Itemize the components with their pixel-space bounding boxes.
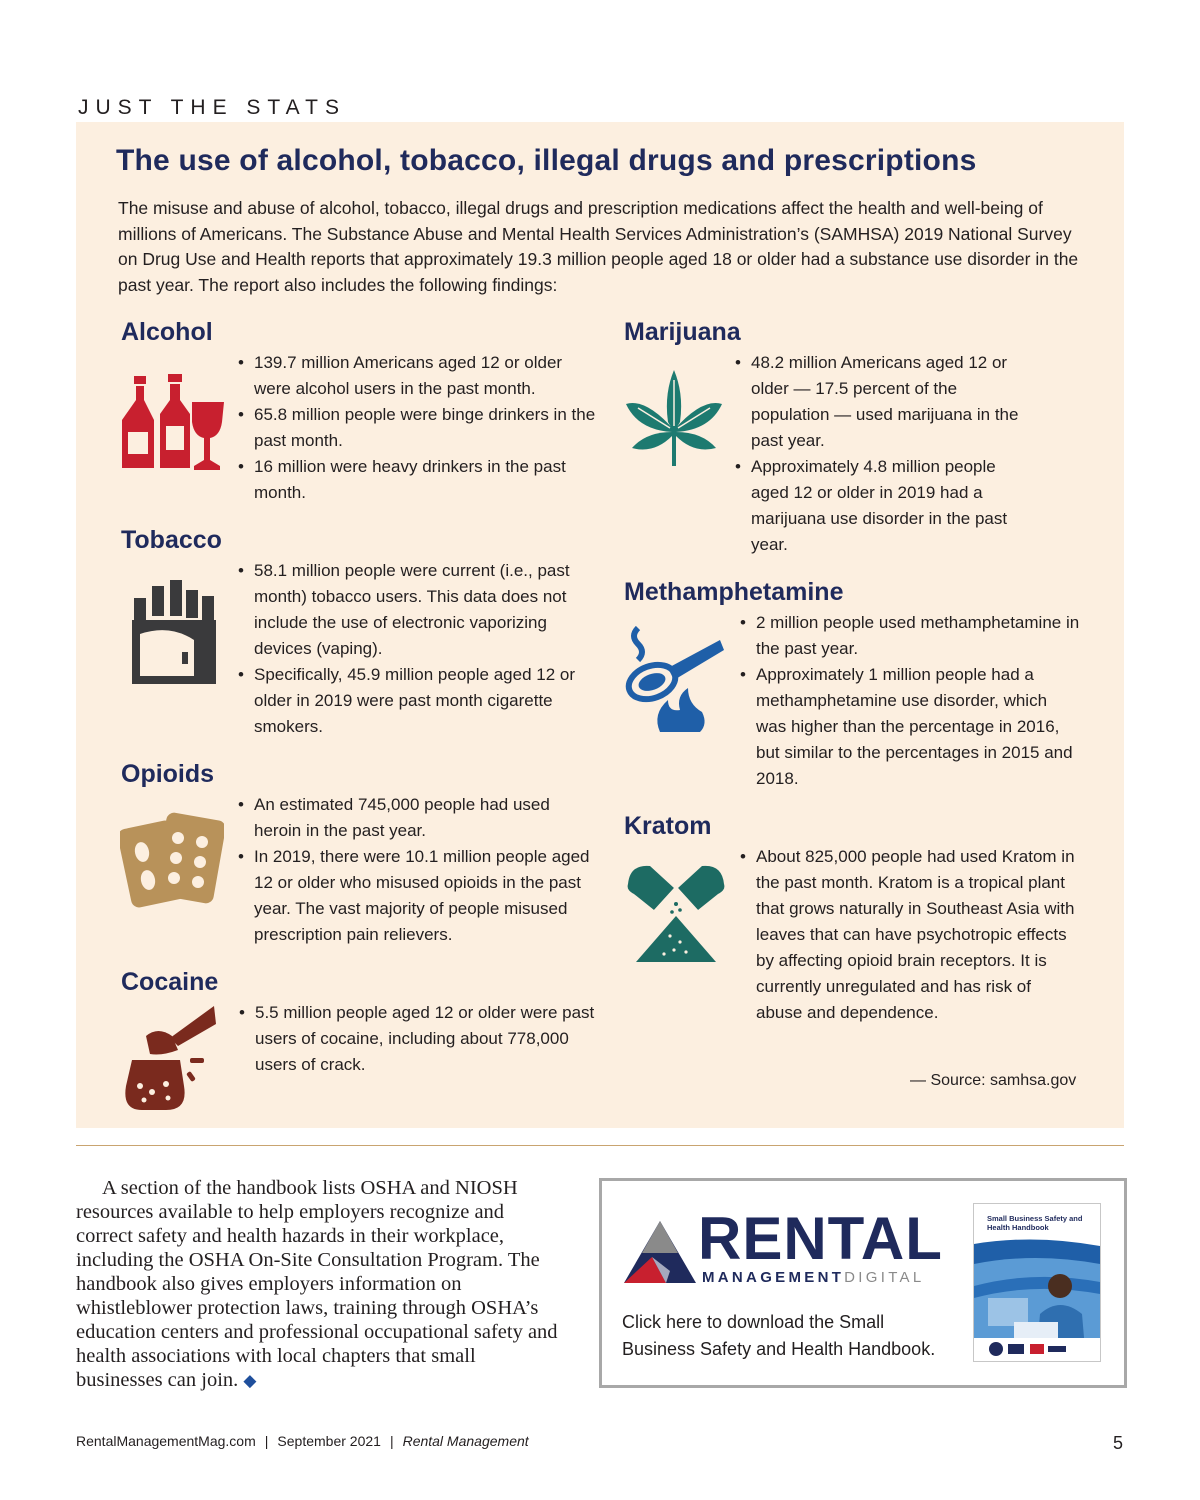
list-item: • 16 million were heavy drinkers in the past month. [238, 454, 598, 506]
cigarette-pack-icon [130, 580, 218, 684]
alcohol-title: Alcohol [121, 318, 213, 346]
alcohol-stats [238, 350, 598, 506]
footer-site: RentalManagementMag.com [76, 1433, 256, 1449]
list-item: • Approximately 1 million people had a methamphetamine use disorder, which was higher than the percentage in 2016, but similar to the percentages in 2015 and 2018. [740, 662, 1080, 792]
list-item: • 58.1 million people were current (i.e., past month) tobacco users. This data does not include the use of electronic vaporizing devices (vaping). [238, 558, 598, 662]
kratom-stats [740, 844, 1080, 1026]
footer-date: September 2021 [277, 1433, 381, 1449]
download-cta[interactable]: Click here to download the Small Business Safety and Health Handbook. [622, 1312, 936, 1359]
page-title: The use of alcohol, tobacco, illegal drugs and prescriptions [116, 144, 977, 177]
list-item: • 5.5 million people aged 12 or older were past users of cocaine, including about 778,000 users of crack. [239, 1000, 599, 1078]
logo-management: MANAGEMENT [702, 1269, 845, 1286]
kratom-title: Kratom [624, 812, 712, 840]
end-mark-icon: ◆ [243, 1371, 257, 1390]
handbook-cover-title: Small Business Safety and Health Handbook [987, 1214, 1083, 1232]
capsule-powder-icon [626, 864, 726, 964]
list-item: • In 2019, there were 10.1 million people aged 12 or older who misused opioids in the past year. The vast majority of people misused prescription pain relievers. [238, 844, 598, 948]
marijuana-title: Marijuana [624, 318, 741, 346]
opioids-stats [238, 792, 598, 948]
footer-separator: | [264, 1433, 269, 1449]
alcohol-bottles-icon [120, 374, 226, 472]
page-number: 5 [1113, 1433, 1124, 1453]
cocaine-title: Cocaine [121, 968, 219, 996]
list-item: • An estimated 745,000 people had used heroin in the past year. [238, 792, 598, 844]
list-item: • About 825,000 people had used Kratom in the past month. Kratom is a tropical plant that grows naturally in Southeast Asia with leaves that can have psychotropic effects by affecting opioid brain receptors. It is currently unregulated and has risk of abuse and dependence. [740, 844, 1080, 1026]
body-paragraph-text: A section of the handbook lists OSHA and NIOSH resources available to help employers recognize and correct safety and health hazards in their workplace, including the OSHA On-Site Consultation Program. The handbook also gives employers information on whistleblower protection laws, training through OSHA’s education centers and professional occupational safety and health associations with local chapters that small businesses can join. [76, 1177, 558, 1391]
tobacco-stats [238, 558, 598, 740]
cocaine-icon [122, 1006, 218, 1112]
methamphetamine-stats [740, 610, 1080, 792]
marijuana-stats [735, 350, 1035, 558]
logo-digital: DIGITAL [844, 1269, 925, 1286]
section-label: JUST THE STATS [78, 96, 346, 119]
page-footer [76, 1433, 529, 1449]
divider [76, 1145, 1124, 1146]
intro-paragraph: The misuse and abuse of alcohol, tobacco, illegal drugs and prescription medications affect the health and well-being of millions of Americans. The Substance Abuse and Mental Health Services Administration’s (SAMHSA) 2019 National Survey on Drug Use and Health reports that approximately 19.3 million people aged 18 or older had a substance use disorder in the past year. The report also includes the following findings: [118, 198, 1079, 295]
source-citation: — Source: samhsa.gov [910, 1072, 1077, 1089]
spoon-flame-icon [624, 626, 724, 732]
list-item: • Approximately 4.8 million people aged 12 or older in 2019 had a marijuana use disorder in the past year. [735, 454, 1035, 558]
pill-blister-icon [120, 812, 224, 910]
handbook-download-link[interactable] [599, 1178, 1127, 1388]
footer-separator: | [389, 1433, 394, 1449]
list-item: • Specifically, 45.9 million people aged 12 or older in 2019 were past month cigarette smokers. [238, 662, 598, 740]
cannabis-leaf-icon [624, 368, 724, 468]
rental-logo-mark-icon [622, 1219, 698, 1285]
footer-magazine: Rental Management [402, 1433, 529, 1449]
rental-logo-subtitle [702, 1269, 925, 1286]
tobacco-title: Tobacco [121, 526, 222, 554]
list-item: • 65.8 million people were binge drinkers in the past month. [238, 402, 598, 454]
handbook-cover-image [974, 1234, 1100, 1361]
rental-logo-text: RENTAL [698, 1205, 943, 1272]
list-item: • 2 million people used methamphetamine in the past year. [740, 610, 1080, 662]
list-item: • 139.7 million Americans aged 12 or older were alcohol users in the past month. [238, 350, 598, 402]
opioids-title: Opioids [121, 760, 215, 788]
cocaine-stats [239, 1000, 599, 1078]
list-item: • 48.2 million Americans aged 12 or older — 17.5 percent of the population — used marijuana in the past year. [735, 350, 1035, 454]
methamphetamine-title: Methamphetamine [624, 578, 844, 606]
body-paragraph [76, 1176, 566, 1393]
handbook-cover[interactable] [973, 1203, 1101, 1362]
